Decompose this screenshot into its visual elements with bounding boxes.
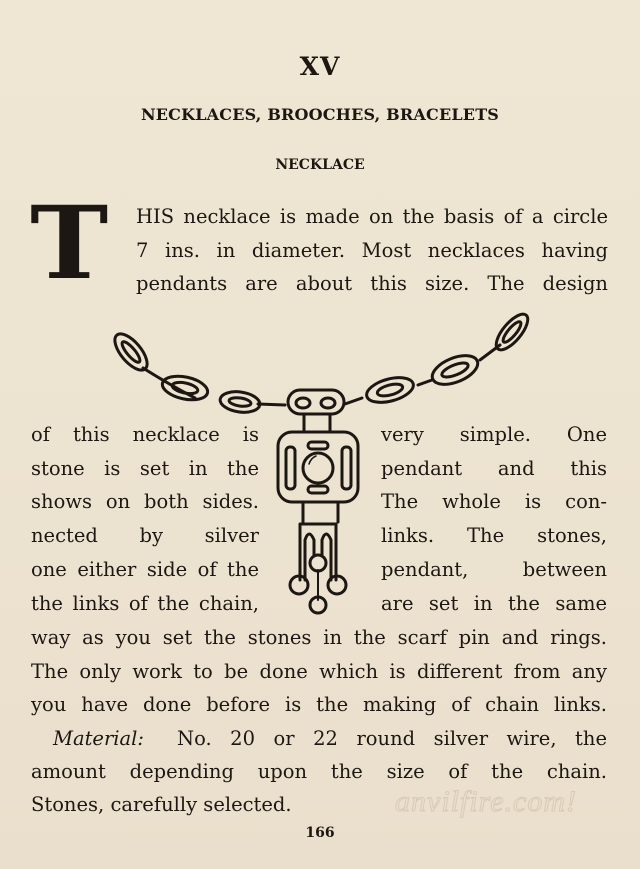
drop-cap: T: [30, 184, 109, 302]
paragraph-line-1: way as you set the stones in the scarf pin and rings.: [31, 626, 607, 649]
right-column-line-3: The whole is con-: [381, 490, 607, 513]
page-number: 166: [305, 825, 335, 841]
right-column-line-4: links. The stones,: [381, 524, 607, 547]
intro-line-2: 7 ins. in diameter. Most necklaces having: [136, 239, 608, 262]
chapter-number: XV: [299, 52, 341, 81]
material-line-2: amount depending upon the size of the chain.: [31, 760, 607, 783]
left-column-line-2: stone is set in the: [31, 457, 259, 480]
paragraph-line-3: you have done before is the making of chain links.: [31, 693, 607, 716]
material-label: Material:: [53, 727, 144, 750]
watermark: anvilfire.com!: [395, 785, 578, 818]
material-line-3: Stones, carefully selected.: [31, 793, 292, 816]
left-column-line-1: of this necklace is: [31, 423, 259, 446]
left-column-line-6: the links of the chain,: [31, 592, 259, 615]
paragraph-line-2: The only work to be done which is different from any: [31, 660, 607, 683]
section-title: NECKLACE: [275, 157, 365, 173]
right-column-line-5: pendant, between: [381, 558, 607, 581]
intro-line-1: HIS necklace is made on the basis of a circle: [136, 205, 608, 228]
left-column-line-5: one either side of the: [31, 558, 259, 581]
left-column-line-4: nected by silver: [31, 524, 259, 547]
right-column-line-2: pendant and this: [381, 457, 607, 480]
right-column-line-6: are set in the same: [381, 592, 607, 615]
chapter-title: NECKLACES, BROOCHES, BRACELETS: [140, 105, 500, 124]
left-column-line-3: shows on both sides.: [31, 490, 259, 513]
intro-line-3: pendants are about this size. The design: [136, 272, 608, 295]
right-column-line-1: very simple. One: [381, 423, 607, 446]
material-line-1: No. 20 or 22 round silver wire, the: [177, 727, 607, 750]
